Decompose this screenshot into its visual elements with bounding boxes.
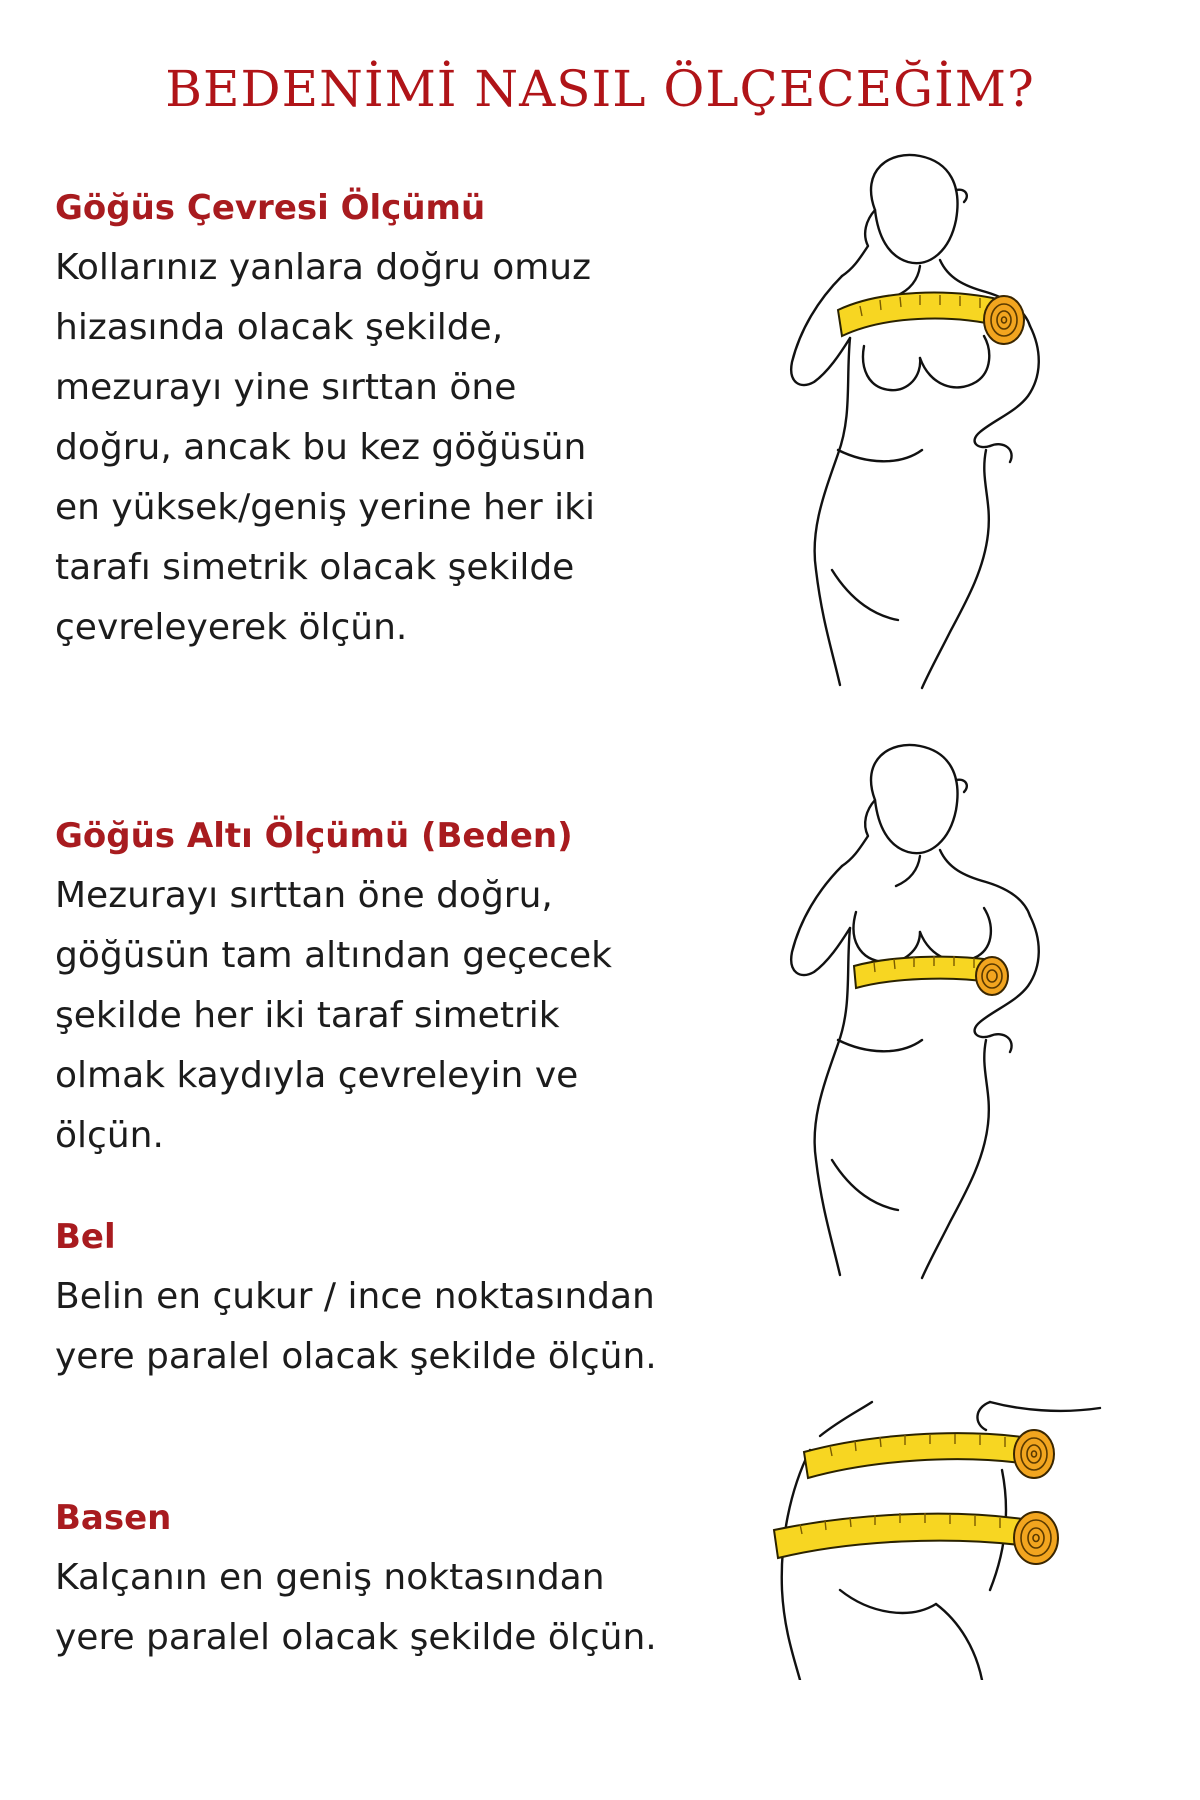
bust-measurement-figure-icon xyxy=(780,150,1120,690)
page-title: BEDENİMİ NASIL ÖLÇECEĞİM? xyxy=(165,60,1035,118)
section-body: Mezurayı sırttan öne doğru, göğüsün tam altından geçecek şekilde her iki taraf simetrik olmak kaydıyla çevreleyin ve ölçün. xyxy=(55,875,612,1156)
section-body: Kalçanın en geniş noktasından yere paralel olacak şekilde ölçün. xyxy=(55,1557,657,1658)
section-bust xyxy=(55,184,615,658)
section-waist xyxy=(55,1213,665,1387)
section-hip xyxy=(55,1494,665,1668)
section-heading: Göğüs Çevresi Ölçümü xyxy=(55,188,486,228)
waist-hip-measurement-figure-icon xyxy=(760,1390,1130,1680)
section-body: Belin en çukur / ince noktasından yere paralel olacak şekilde ölçün. xyxy=(55,1276,657,1377)
section-heading: Bel xyxy=(55,1217,116,1257)
section-underbust xyxy=(55,812,615,1166)
section-body: Kollarınız yanlara doğru omuz hizasında olacak şekilde, mezurayı yine sırttan öne doğru, ancak bu kez göğüsün en yüksek/geniş yerine her iki tarafı simetrik olacak şekilde çevreleyerek ölçün. xyxy=(55,247,595,648)
section-heading: Göğüs Altı Ölçümü (Beden) xyxy=(55,816,573,856)
section-heading: Basen xyxy=(55,1498,172,1538)
underbust-measurement-figure-icon xyxy=(780,740,1120,1280)
